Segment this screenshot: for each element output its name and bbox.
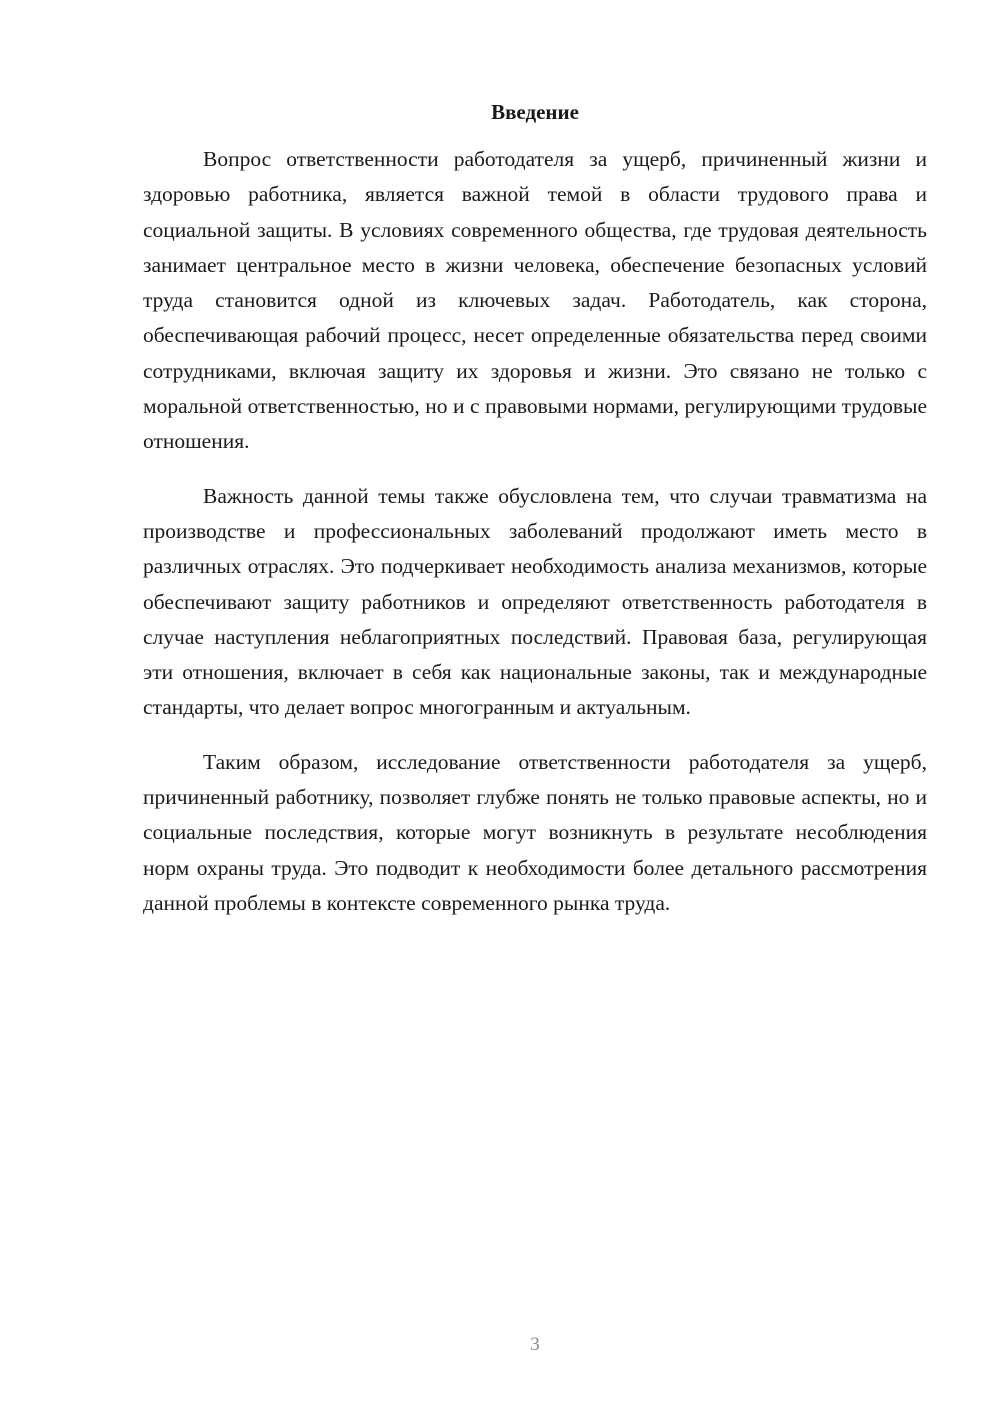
document-body <box>143 142 927 940</box>
paragraph-3: Таким образом, исследование ответственности работодателя за ущерб, причиненный работнику, позволяет глубже понять не только правовые аспекты, но и социальные последствия, которые могут возникнуть в результате несоблюдения норм охраны труда. Это подводит к необходимости более детального рассмотрения данной проблемы в контексте современного рынка труда. <box>143 749 927 915</box>
paragraph-1: Вопрос ответственности работодателя за ущерб, причиненный жизни и здоровью работника, является важной темой в области трудового права и социальной защиты. В условиях современного общества, где трудовая деятельность занимает центральное место в жизни человека, обеспечение безопасных условий труда становится одной из ключевых задач. Работодатель, как сторона, обеспечивающая рабочий процесс, несет определенные обязательства перед своими сотрудниками, включая защиту их здоровья и жизни. Это связано не только с моральной ответственностью, но и с правовыми нормами, регулирующими трудовые отношения. <box>143 147 927 454</box>
page-number: 3 <box>530 1334 540 1355</box>
section-title: Введение <box>491 100 579 124</box>
paragraph-2: Важность данной темы также обусловлена тем, что случаи травматизма на производстве и профессиональных заболеваний продолжают иметь место в различных отраслях. Это подчеркивает необходимость анализа механизмов, которые обеспечивают защиту работников и определяют ответственность работодателя в случае наступления неблагоприятных последствий. Правовая база, регулирующая эти отношения, включает в себя как национальные законы, так и международные стандарты, что делает вопрос многогранным и актуальным. <box>143 483 927 720</box>
